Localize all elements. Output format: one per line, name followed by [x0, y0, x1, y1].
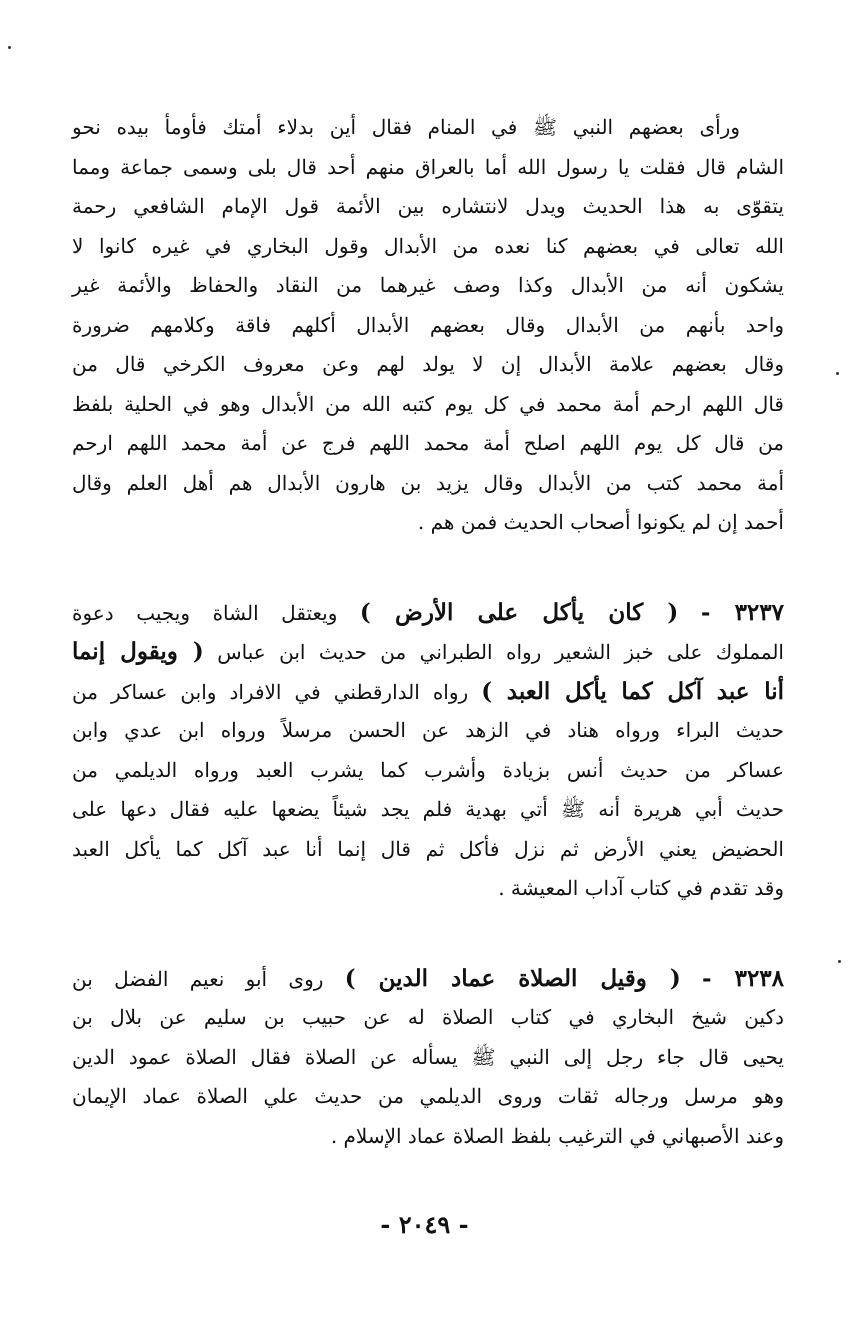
- text-line: الشام قال فقلت يا رسول الله أما بالعراق منهم أحد قال بلى وسمى جماعة ومما: [72, 154, 784, 179]
- page-number: - ٢٠٤٩ -: [380, 1210, 469, 1239]
- text-line: دكين شيخ البخاري في كتاب الصلاة له عن حبيب بن سليم عن بلال بن: [72, 1005, 784, 1029]
- text-line: [72, 632, 784, 672]
- entry-first-line: [72, 959, 784, 999]
- text-line: وقد تقدم في كتاب آداب المعيشة .: [498, 876, 784, 900]
- entry-text: المملوك على خبز الشعير رواه الطبراني من حديث ابن عباس: [217, 640, 784, 664]
- text-line: من قال كل يوم اللهم اصلح أمة محمد اللهم فرج عن أمة محمد اللهم ارحم: [72, 431, 784, 455]
- entry-heading: ( وقيل الصلاة عماد الدين ): [344, 964, 681, 992]
- entry-heading-continued: ( ويقول إنما: [72, 638, 204, 665]
- text-line: الحضيض يعني الأرض ثم نزل فأكل ثم قال إنما أنا عبد آكل كما يأكل العبد: [72, 836, 784, 861]
- entry-heading-continued: أنا عبد آكل كما يأكل العبد ): [481, 677, 785, 705]
- entry-text: ويعتقل الشاة ويجيب دعوة: [72, 600, 338, 625]
- text-line: الله تعالى في بعضهم كنا نعده من الأبدال وقول البخاري في غيره كانوا لا: [72, 233, 784, 258]
- text-line: [72, 672, 784, 712]
- entry-number: ٣٢٣٧ -: [700, 598, 784, 626]
- entry-text: رواه الدارقطني في الافراد وابن عساكر من: [72, 679, 469, 704]
- scan-speck: [838, 960, 841, 963]
- page-body: [72, 108, 784, 1156]
- paragraph-abdal: [72, 108, 784, 543]
- section-gap: [72, 543, 784, 593]
- entry-3237: [72, 593, 784, 909]
- text-line: واحد بأنهم من الأبدال وقال بعضهم الأبدال أكلهم فاقة وكلامهم ضرورة: [72, 312, 784, 337]
- entry-3238: [72, 959, 784, 1157]
- text-line: يحيى قال جاء رجل إلى النبي ﷺ يسأله عن الصلاة فقال الصلاة عمود الدين: [72, 1044, 784, 1069]
- section-gap: [72, 909, 784, 959]
- text-line: حديث البراء ورواه هناد في الزهد عن الحسن مرسلاً ورواه ابن عدي وابن: [72, 718, 784, 742]
- text-line: يتقوّى به هذا الحديث ويدل لانتشاره بين الأئمة قول الإمام الشافعي رحمة: [72, 194, 784, 218]
- text-line: أحمد إن لم يكونوا أصحاب الحديث فمن هم .: [417, 510, 784, 534]
- entry-text: روى أبو نعيم الفضل بن: [72, 966, 324, 991]
- text-line: يشكون أنه من الأبدال وكذا وصف غيرهما من النقاد والحفاظ والأئمة غير: [72, 273, 784, 297]
- text-line: أمة محمد كتب من الأبدال وقال يزيد بن هارون الأبدال هم أهل العلم وقال: [72, 470, 785, 495]
- text-line: وقال بعضهم علامة الأبدال إن لا يولد لهم وعن معروف الكرخي قال من: [72, 352, 784, 376]
- text-line: ورأى بعضهم النبي ﷺ في المنام فقال أين بدلاء أمتك فأومأ بيده نحو: [72, 115, 740, 139]
- text-line: وعند الأصبهاني في الترغيب بلفظ الصلاة عماد الإسلام .: [330, 1123, 784, 1148]
- entry-first-line: [72, 593, 784, 633]
- entry-heading: ( كان يأكل على الأرض ): [359, 598, 679, 626]
- scan-speck: [836, 372, 839, 375]
- text-line: عساكر من حديث أنس بزيادة وأشرب كما يشرب العبد ورواه الديلمي من: [72, 757, 784, 782]
- text-line: قال اللهم ارحم أمة محمد في كل يوم كتبه الله من الأبدال وهو في الحلية بلفظ: [72, 391, 784, 416]
- scan-speck: [8, 46, 11, 49]
- text-line: حديث أبي هريرة أنه ﷺ أتي بهدية فلم يجد شيئاً يضعها عليه فقال دعها على: [72, 797, 784, 821]
- text-line: وهو مرسل ورجاله ثقات وروى الديلمي من حديث علي الصلاة عماد الإيمان: [72, 1084, 784, 1108]
- entry-number: ٣٢٣٨ -: [702, 964, 785, 992]
